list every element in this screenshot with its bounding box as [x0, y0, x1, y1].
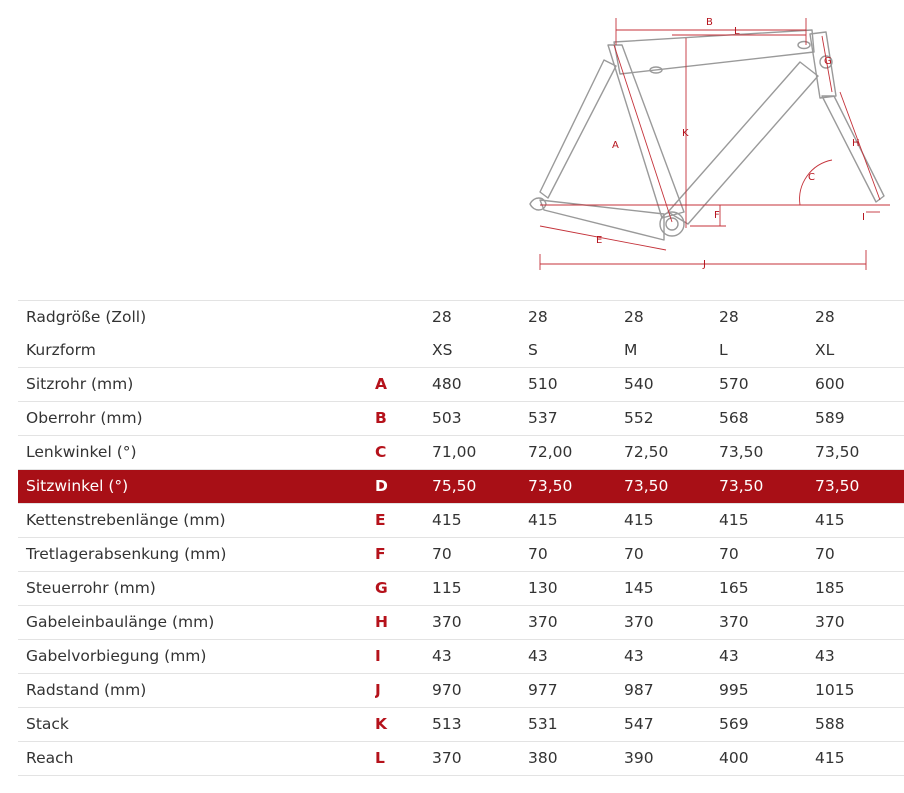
cell-value: 145: [624, 572, 719, 606]
cell-value: 552: [624, 402, 719, 436]
row-label: Gabeleinbaulänge (mm): [18, 606, 375, 640]
row-label: Oberrohr (mm): [18, 402, 375, 436]
table-row-bb-drop: [18, 538, 904, 572]
cell-value: 987: [624, 674, 719, 708]
cell-value: 70: [815, 538, 904, 572]
dim-label-i: I: [862, 212, 865, 223]
row-letter: B: [375, 402, 432, 436]
cell-value: 415: [528, 504, 624, 538]
dim-label-l: L: [734, 26, 740, 37]
cell-value: 568: [719, 402, 815, 436]
table-row-reach: [18, 742, 904, 776]
cell-value: 537: [528, 402, 624, 436]
cell-value: 977: [528, 674, 624, 708]
dim-label-h: H: [852, 138, 860, 149]
cell-value: 43: [528, 640, 624, 674]
cell-value: S: [528, 341, 538, 359]
cell-value: 43: [432, 640, 528, 674]
table-row-chainstay: [18, 504, 904, 538]
cell-value: 390: [624, 742, 719, 776]
cell-value: 71,00: [432, 436, 528, 470]
cell-value: 380: [528, 742, 624, 776]
row-label: Sitzrohr (mm): [18, 368, 375, 402]
cell-value: 130: [528, 572, 624, 606]
cell-value: 531: [528, 708, 624, 742]
cell-value: 70: [432, 538, 528, 572]
cell-value: 415: [624, 504, 719, 538]
cell-value: 70: [624, 538, 719, 572]
dim-label-k: K: [682, 128, 689, 139]
cell-value: XS: [432, 341, 453, 359]
cell-value: 480: [432, 368, 528, 402]
table-row-seat-tube: [18, 368, 904, 402]
cell-value: 415: [815, 742, 904, 776]
cell-value: 1015: [815, 674, 904, 708]
cell-value: 73,50: [719, 436, 815, 470]
table-row-seat-angle: [18, 470, 904, 504]
row-label: Reach: [18, 742, 375, 776]
table-row-short-form: [18, 334, 904, 368]
dim-label-j: J: [703, 259, 706, 270]
cell-value: 28: [528, 301, 624, 335]
table-row-stack: [18, 708, 904, 742]
dimension-labels: [596, 17, 865, 270]
row-label: Radstand (mm): [18, 674, 375, 708]
cell-value: 370: [719, 606, 815, 640]
cell-value: 43: [719, 640, 815, 674]
row-label: Kurzform: [26, 341, 96, 359]
row-label: Steuerrohr (mm): [18, 572, 375, 606]
cell-value: 73,50: [815, 436, 904, 470]
dim-label-e: E: [596, 235, 603, 246]
table-row-head-angle: [18, 436, 904, 470]
cell-value: XL: [815, 341, 835, 359]
cell-value: 73,50: [815, 470, 904, 504]
dim-label-f: F: [714, 210, 720, 221]
cell-value: 73,50: [719, 470, 815, 504]
cell-value: 588: [815, 708, 904, 742]
dim-label-a: A: [612, 140, 619, 151]
table-row-wheel-size: [18, 301, 904, 335]
cell-value: 570: [719, 368, 815, 402]
cell-value: 400: [719, 742, 815, 776]
cell-value: M: [624, 341, 638, 359]
dim-label-b: B: [706, 17, 713, 28]
frame-geometry-diagram: [0, 0, 904, 300]
cell-value: 73,50: [528, 470, 624, 504]
table-row-top-tube: [18, 402, 904, 436]
row-letter: I: [375, 640, 432, 674]
cell-value: 28: [815, 301, 904, 335]
cell-value: 415: [719, 504, 815, 538]
cell-value: 70: [528, 538, 624, 572]
cell-value: L: [719, 341, 728, 359]
cell-value: 370: [624, 606, 719, 640]
table-row-fork-length: [18, 606, 904, 640]
dim-label-c: C: [808, 172, 815, 183]
row-letter: J: [375, 674, 432, 708]
cell-value: 185: [815, 572, 904, 606]
cell-value: 73,50: [624, 470, 719, 504]
cell-value: 547: [624, 708, 719, 742]
row-label: Lenkwinkel (°): [18, 436, 375, 470]
row-label: Kettenstrebenlänge (mm): [18, 504, 375, 538]
cell-value: 370: [432, 742, 528, 776]
cell-value: 72,50: [624, 436, 719, 470]
cell-value: 28: [719, 301, 815, 335]
row-letter: E: [375, 504, 432, 538]
row-label: Stack: [18, 708, 375, 742]
row-label: Tretlagerabsenkung (mm): [18, 538, 375, 572]
cell-value: 600: [815, 368, 904, 402]
geometry-table: [18, 300, 904, 776]
cell-value: 510: [528, 368, 624, 402]
cell-value: 72,00: [528, 436, 624, 470]
cell-value: 370: [815, 606, 904, 640]
cell-value: 540: [624, 368, 719, 402]
row-letter: L: [375, 742, 432, 776]
cell-value: 75,50: [432, 470, 528, 504]
row-letter: [375, 301, 432, 335]
cell-value: 970: [432, 674, 528, 708]
row-letter: F: [375, 538, 432, 572]
cell-value: 43: [815, 640, 904, 674]
row-letter: K: [375, 708, 432, 742]
table-row-fork-offset: [18, 640, 904, 674]
table-row-head-tube: [18, 572, 904, 606]
row-letter: D: [375, 470, 432, 504]
cell-value: 43: [624, 640, 719, 674]
row-letter: [375, 334, 432, 368]
cell-value: 115: [432, 572, 528, 606]
table-row-wheelbase: [18, 674, 904, 708]
cell-value: 503: [432, 402, 528, 436]
row-letter: G: [375, 572, 432, 606]
dimension-lines: [540, 18, 890, 270]
cell-value: 370: [528, 606, 624, 640]
row-letter: C: [375, 436, 432, 470]
cell-value: 415: [432, 504, 528, 538]
row-label: Radgröße (Zoll): [18, 301, 375, 335]
cell-value: 513: [432, 708, 528, 742]
row-letter: A: [375, 368, 432, 402]
row-label: Sitzwinkel (°): [18, 470, 375, 504]
cell-value: 70: [719, 538, 815, 572]
dim-label-g: G: [824, 56, 832, 67]
cell-value: 28: [432, 301, 528, 335]
cell-value: 589: [815, 402, 904, 436]
cell-value: 995: [719, 674, 815, 708]
row-letter: H: [375, 606, 432, 640]
cell-value: 165: [719, 572, 815, 606]
cell-value: 569: [719, 708, 815, 742]
cell-value: 415: [815, 504, 904, 538]
row-label: Gabelvorbiegung (mm): [18, 640, 375, 674]
cell-value: 370: [432, 606, 528, 640]
cell-value: 28: [624, 301, 719, 335]
